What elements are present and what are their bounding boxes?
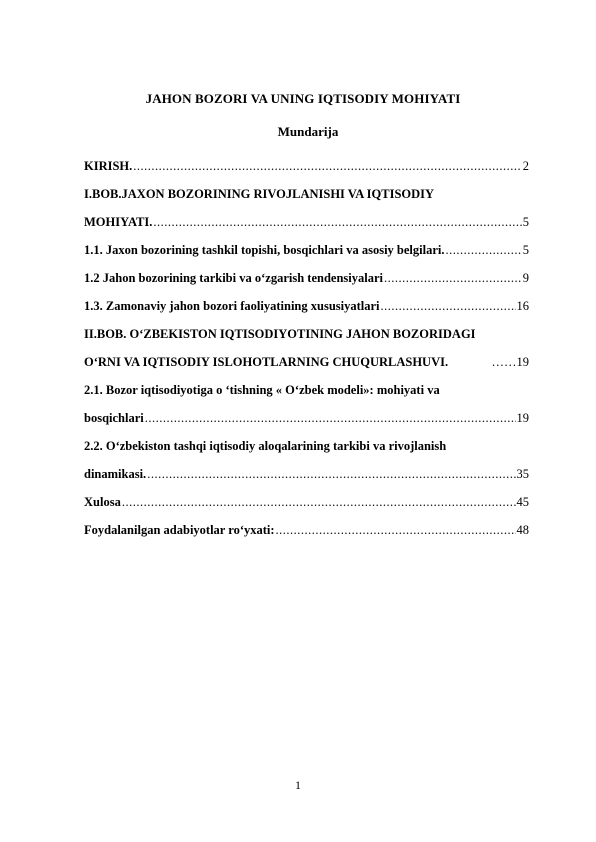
page-number: 1 xyxy=(295,778,301,792)
toc-leader-dots xyxy=(147,466,515,482)
toc-entry-page: 2 xyxy=(522,159,529,173)
toc-entry-page: 5 xyxy=(522,243,529,257)
toc-entry-page: 16 xyxy=(516,299,529,313)
toc-entry-label: O‘RNI VA IQTISODIY ISLOHOTLARNING CHUQURLASHUVI. xyxy=(84,355,449,369)
toc-entry-2-2[interactable] xyxy=(84,426,529,454)
toc-entry-page: 9 xyxy=(522,271,529,285)
toc-entry-label: Xulosa xyxy=(84,495,121,509)
toc-entry-label: 2.2. O‘zbekiston tashqi iqtisodiy aloqalarining tarkibi va rivojlanish xyxy=(84,439,447,453)
toc-leader-dots xyxy=(381,298,516,314)
toc-entry-label: 1.1. Jaxon bozorining tashkil topishi, bosqichlari va asosiy belgilari. xyxy=(84,243,445,257)
toc-entry-label: II.BOB. O‘ZBEKISTON IQTISODIYOTINING JAHON BOZORIDAGI xyxy=(84,327,476,341)
toc-entry-2-1-cont[interactable] xyxy=(84,398,529,426)
toc-heading: Mundarija xyxy=(277,124,339,139)
table-of-contents xyxy=(84,146,529,538)
toc-entry-page: 5 xyxy=(522,215,529,229)
toc-leader-dots xyxy=(384,270,522,286)
toc-leader-dots xyxy=(145,410,516,426)
toc-entry-1-2[interactable] xyxy=(84,258,529,286)
toc-leader-dots xyxy=(153,214,521,230)
toc-entry-label: 2.1. Bozor iqtisodiyotiga o ‘tishning « O‘zbek modeli»: mohiyati va xyxy=(84,383,440,397)
toc-entry-label: KIRISH. xyxy=(84,159,133,173)
toc-entry-label: 1.3. Zamonaviy jahon bozori faoliyatining xususiyatlari xyxy=(84,299,380,313)
document-title: JAHON BOZORI VA UNING IQTISODIY MOHIYATI xyxy=(145,91,461,106)
toc-entry-label: MOHIYATI. xyxy=(84,215,153,229)
toc-entry-page: 48 xyxy=(516,523,529,537)
toc-entry-label: I.BOB.JAXON BOZORINING RIVOJLANISHI VA IQTISODIY xyxy=(84,187,435,201)
toc-entry-page: 35 xyxy=(516,467,529,481)
toc-leader-dots xyxy=(276,522,516,538)
toc-entry-label: bosqichlari xyxy=(84,411,144,425)
toc-entry-1-1[interactable] xyxy=(84,230,529,258)
toc-entry-page: 45 xyxy=(516,495,529,509)
toc-leader-dots xyxy=(122,494,516,510)
toc-entry-chapter-2-cont[interactable] xyxy=(84,342,529,370)
toc-leader-dots xyxy=(445,242,521,258)
toc-entry-references[interactable] xyxy=(84,510,529,538)
toc-entry-2-1[interactable] xyxy=(84,370,529,398)
toc-entry-label: dinamikasi. xyxy=(84,467,147,481)
toc-entry-xulosa[interactable] xyxy=(84,482,529,510)
toc-entry-1-3[interactable] xyxy=(84,286,529,314)
toc-entry-chapter-1-cont[interactable] xyxy=(84,202,529,230)
toc-entry-label: Foydalanilgan adabiyotlar ro‘yxati: xyxy=(84,523,275,537)
toc-entry-chapter-1[interactable] xyxy=(84,174,529,202)
toc-entry-page: 19 xyxy=(516,411,529,425)
toc-entry-2-2-cont[interactable] xyxy=(84,454,529,482)
toc-entry-chapter-2[interactable] xyxy=(84,314,529,342)
toc-entry-label: 1.2 Jahon bozorining tarkibi va o‘zgarish tendensiyalari xyxy=(84,271,383,285)
toc-entry-page: ……19 xyxy=(491,355,529,369)
toc-leader-dots xyxy=(133,158,521,174)
toc-entry-kirish[interactable] xyxy=(84,146,529,174)
